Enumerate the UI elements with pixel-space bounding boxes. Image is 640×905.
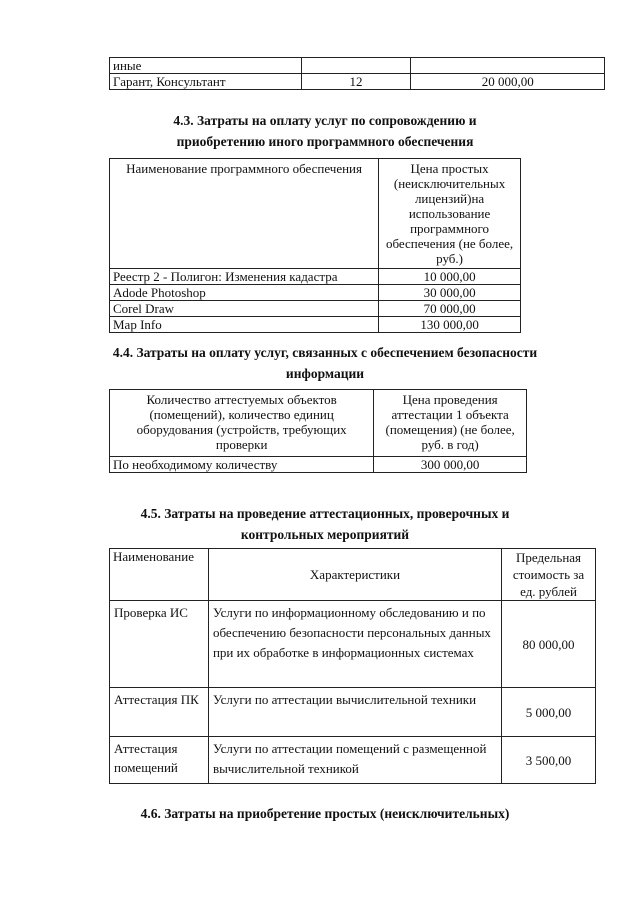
section-4-3-heading (60, 110, 590, 152)
table-cell-price: 5 000,00 (502, 688, 596, 737)
heading-line: контрольных мероприятий (240, 527, 410, 542)
section-4-4-heading (60, 342, 590, 384)
table-header-row (110, 159, 521, 269)
column-header-name: Наименование программного обеспечения (110, 159, 379, 269)
heading-line: 4.3. Затраты на оплату услуг по сопровождению и (173, 113, 477, 128)
table-cell-qty (301, 58, 411, 74)
heading-line: 4.6. Затраты на приобретение простых (неисключительных) (140, 806, 510, 821)
table-cell-price: 70 000,00 (379, 301, 521, 317)
heading-line: информации (285, 366, 365, 381)
section-4-6-heading (60, 803, 590, 824)
table-cell-name: Map Info (110, 317, 379, 333)
table-cell-qty: 12 (301, 74, 411, 90)
table-row (110, 688, 596, 737)
table-cell-name: Проверка ИС (110, 601, 209, 688)
column-header-price: Предельная стоимость за ед. рублей (502, 549, 596, 601)
table-cell-desc: Услуги по аттестации помещений с размещенной вычислительной техникой (208, 737, 501, 784)
table-row (110, 457, 527, 473)
table-cell-price: 20 000,00 (411, 74, 605, 90)
table-row (110, 269, 521, 285)
table-cell-name: Гарант, Консультант (110, 74, 302, 90)
table-header-row (110, 390, 527, 457)
section-4-5-heading (60, 503, 590, 545)
table-cell-price: 300 000,00 (374, 457, 527, 473)
table-cell-name: Corel Draw (110, 301, 379, 317)
table-cell-price: 3 500,00 (502, 737, 596, 784)
heading-line: 4.4. Затраты на оплату услуг, связанных с обеспечением безопасности (112, 345, 538, 360)
table-cell-desc: Услуги по информационному обследованию и по обеспечению безопасности персональных данных при их обработке в информационных системах (208, 601, 501, 688)
heading-line: 4.5. Затраты на проведение аттестационных, проверочных и (140, 506, 510, 521)
security-table (109, 389, 527, 473)
column-header-price: Цена проведения аттестации 1 объекта (помещения) (не более, руб. в год) (374, 390, 527, 457)
table-cell-price: 10 000,00 (379, 269, 521, 285)
telecom-services-table (109, 57, 605, 90)
column-header-qty: Количество аттестуемых объектов (помещений), количество единиц оборудования (устройств, требующих проверки (110, 390, 374, 457)
table-cell-price: 80 000,00 (502, 601, 596, 688)
table-cell-price: 30 000,00 (379, 285, 521, 301)
table-cell-name: Adode Photoshop (110, 285, 379, 301)
table-cell-qty: По необходимому количеству (110, 457, 374, 473)
table-row (110, 301, 521, 317)
table-cell-name: Реестр 2 - Полигон: Изменения кадастра (110, 269, 379, 285)
table-row (110, 58, 605, 74)
software-table (109, 158, 521, 333)
heading-line: приобретению иного программного обеспечения (176, 134, 474, 149)
table-cell-name: Аттестация ПК (110, 688, 209, 737)
table-cell-desc: Услуги по аттестации вычислительной техники (208, 688, 501, 737)
table-row (110, 601, 596, 688)
table-row (110, 317, 521, 333)
table-row (110, 285, 521, 301)
attestation-table (109, 548, 596, 784)
table-cell-price: 130 000,00 (379, 317, 521, 333)
column-header-price: Цена простых (неисключительных лицензий)на использование программного обеспечения (не более, руб.) (379, 159, 521, 269)
table-row (110, 74, 605, 90)
table-cell-name: иные (110, 58, 302, 74)
column-header-name: Наименование (110, 549, 209, 601)
table-cell-price (411, 58, 605, 74)
column-header-desc: Характеристики (208, 549, 501, 601)
table-row (110, 737, 596, 784)
table-cell-name: Аттестация помещений (110, 737, 209, 784)
table-header-row (110, 549, 596, 601)
